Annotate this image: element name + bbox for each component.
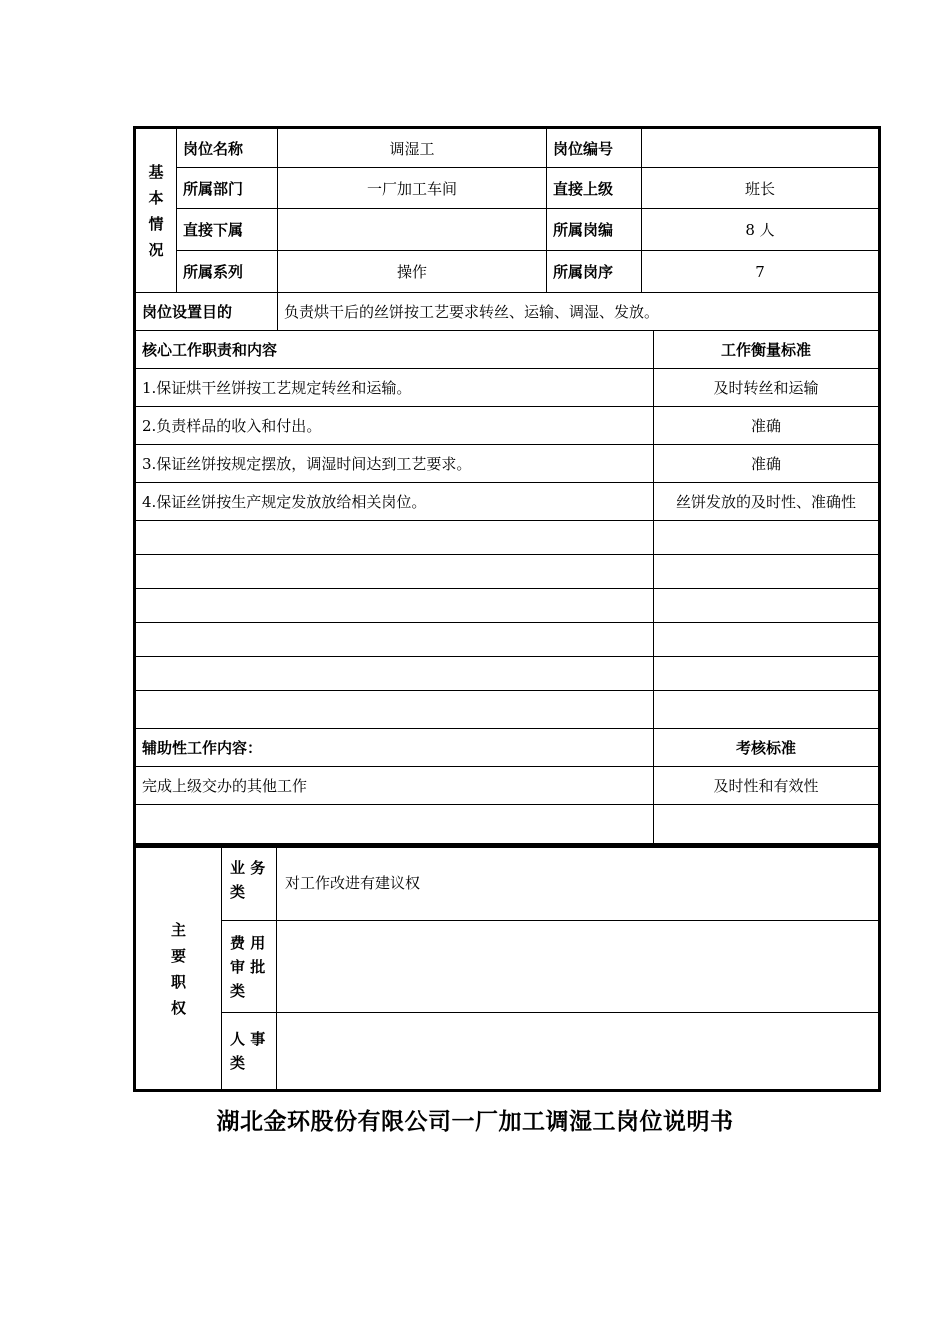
core-duty-standard: 准确 [654, 445, 880, 483]
basic-row [135, 168, 880, 209]
position-name-value: 调湿工 [278, 128, 547, 168]
basic-row [135, 128, 880, 168]
department-label: 所属部门 [177, 168, 278, 209]
core-header-row [135, 331, 880, 369]
core-duties-header: 核心工作职责和内容 [135, 331, 654, 369]
aux-duty-standard: 及时性和有效性 [654, 767, 880, 805]
aux-standard-header: 考核标准 [654, 729, 880, 767]
empty-row [135, 521, 880, 555]
aux-duties-header: 辅助性工作内容： [135, 729, 654, 767]
authority-category-personnel: 人 事 类 [222, 1013, 277, 1091]
core-duty-text: 1.保证烘干丝饼按工艺规定转丝和运输。 [135, 369, 654, 407]
empty-row [135, 555, 880, 589]
empty-row [135, 623, 880, 657]
position-number-value [642, 128, 880, 168]
subordinate-label: 直接下属 [177, 209, 278, 251]
department-value: 一厂加工车间 [278, 168, 547, 209]
core-duty-standard: 及时转丝和运输 [654, 369, 880, 407]
empty-row [135, 805, 880, 845]
position-name-label: 岗位名称 [177, 128, 278, 168]
rank-value: 7 [642, 251, 880, 293]
position-number-label: 岗位编号 [547, 128, 642, 168]
headcount-label: 所属岗编 [547, 209, 642, 251]
authority-row [135, 847, 880, 921]
purpose-text: 负责烘干后的丝饼按工艺要求转丝、运输、调湿、发放。 [278, 293, 880, 331]
empty-row [135, 657, 880, 691]
basic-row [135, 209, 880, 251]
direct-superior-label: 直接上级 [547, 168, 642, 209]
core-duty-standard: 丝饼发放的及时性、准确性 [654, 483, 880, 521]
core-standard-header: 工作衡量标准 [654, 331, 880, 369]
authority-business-content: 对工作改进有建议权 [277, 847, 880, 921]
direct-superior-value: 班长 [642, 168, 880, 209]
empty-row [135, 691, 880, 729]
core-duty-text: 4.保证丝饼按生产规定发放放给相关岗位。 [135, 483, 654, 521]
basic-section-label: 基 本 情 况 [135, 128, 177, 293]
core-duty-text: 3.保证丝饼按规定摆放，调湿时间达到工艺要求。 [135, 445, 654, 483]
authority-category-expense: 费 用 审 批 类 [222, 921, 277, 1013]
table-row [135, 445, 880, 483]
document-title: 湖北金环股份有限公司一厂加工调湿工岗位说明书 [216, 1109, 734, 1135]
table-row [135, 767, 880, 805]
series-label: 所属系列 [177, 251, 278, 293]
rank-label: 所属岗序 [547, 251, 642, 293]
authority-expense-content [277, 921, 880, 1013]
authority-row [135, 921, 880, 1013]
aux-header-row [135, 729, 880, 767]
subordinate-value [278, 209, 547, 251]
basic-row [135, 251, 880, 293]
core-duty-standard: 准确 [654, 407, 880, 445]
authority-section-label: 主 要 职 权 [135, 847, 222, 1091]
authority-row [135, 1013, 880, 1091]
table-row [135, 407, 880, 445]
series-value: 操作 [278, 251, 547, 293]
table-row [135, 483, 880, 521]
authority-personnel-content [277, 1013, 880, 1091]
purpose-label: 岗位设置目的 [135, 293, 278, 331]
headcount-value: 8 人 [642, 209, 880, 251]
aux-duty-text: 完成上级交办的其他工作 [135, 767, 654, 805]
authority-category-business: 业 务 类 [222, 847, 277, 921]
purpose-row [135, 293, 880, 331]
authority-table [133, 845, 881, 1092]
core-duty-text: 2.负责样品的收入和付出。 [135, 407, 654, 445]
job-description-table [133, 126, 881, 846]
table-row [135, 369, 880, 407]
empty-row [135, 589, 880, 623]
